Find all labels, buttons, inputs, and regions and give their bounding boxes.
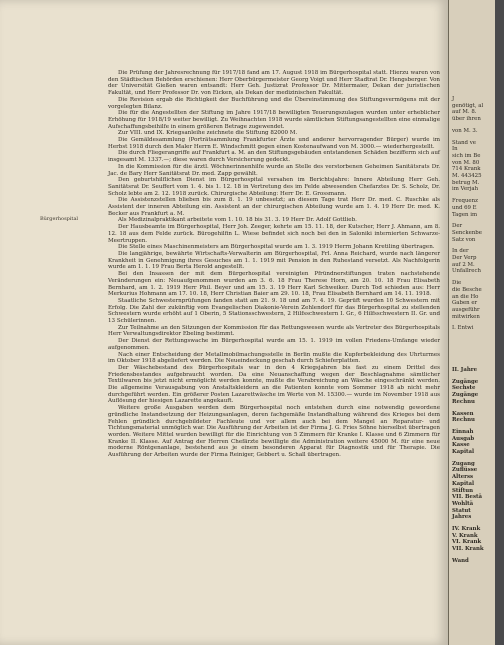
right-page-fragment: Stand ve (452, 139, 476, 146)
paragraph: Die Assistenzstellen blieben bis zum 8. 1. 19 unbesetzt; an diesem Tage trat Herr Dr. med. C. Ruschke als Assistent der inneren Abteilung ein. Assistent an der chirurgischen Abteilung wurde am 1. 4. 19 Herr Dr. med. K. Becker aus Frankfurt a. M. (108, 197, 440, 217)
right-page-fragment: auf M. 8. (452, 109, 477, 116)
right-page-fragment: VI. Krank (452, 539, 482, 546)
body-text (108, 70, 440, 459)
right-page-fragment: II. Jahre (452, 367, 478, 373)
paragraph: Der Dienst der Rettungswache im Bürgerhospital wurde am 15. 1. 1919 im vollen Friedens-Umfange wieder aufgenommen. (108, 338, 440, 351)
right-page-fragment: Jahres (452, 514, 472, 521)
right-page-fragment: die Besche (452, 286, 482, 293)
right-page-fragment: Zugänge (452, 392, 479, 399)
right-page-fragment: von M. 3. (452, 127, 478, 134)
paragraph: Weitere große Ausgaben werden dem Bürgerhospital noch entstehen durch eine notwendig gewordene gründliche Instandsetzung der Heizungsanlagen, deren fachgemäße Instandhaltung während des Krieges bei dem Fehlen gründlich durchgebildeter Fachleute und vor allem auch bei dem Mangel an Reparatur- und Tichtungsmaterial unmöglich war. Die Ausführung der Arbeiten ist der Firma J. G. Fries Söhne hierselbst übertragen worden. Weitere Mittel wurden bewilligt für die Einrichtung von 5 Zimmern für Kranke I. Klasse und 6 Zimmern für Kranke II. Klasse. Auf Antrag der Herren Chefärzte bewilligte die Administration weitere 45000 M. für eine neue moderne Röntgenanlage, bestehend aus je einem besonderen Apparat für Diagnostik und für Therapie. Die Ausführung der Arbeiten wurde der Firma Reiniger, Gebbert u. Schall übertragen. (108, 405, 440, 459)
right-page-fragment: I. Entwi (452, 325, 474, 332)
right-page-fragment: Einnah (452, 428, 474, 435)
right-page-fragment: im Verjah (452, 186, 479, 193)
right-page-fragment: Satz von (452, 236, 476, 243)
right-page-fragment: Tagen im (452, 211, 478, 218)
right-page-fragment: Kasse (452, 442, 470, 449)
right-page-edge (448, 0, 504, 645)
paragraph: Die für die Angestellten der Stiftung im Jahre 1917/18 bewilligten Teuerungszulagen wurden unter erheblicher Erhöhung für 1918/19 weiter bewilligt. Zu Weihnachten 1918 wurde sämtlichen Stiftungsangestellten eine einmalige Aufschaffungsbeihilfe in einem größeren Betrage zugewendet. (108, 110, 440, 130)
right-page-fragment: sich im Be (452, 152, 481, 159)
right-page-fragment: Frequenz (452, 198, 478, 205)
right-page-fragment: Zuflüsse (452, 467, 478, 474)
paragraph: In die Kommission für die ärztl. Wöchnerinnenhilfe wurde an Stelle des verstorbenen Geheimen Sanitätsrats Dr. Jac. de Bary Herr Sanitätsrat Dr. med. Zapp gewählt. (108, 163, 440, 177)
right-page-fragment: VII. Bestä (452, 494, 482, 501)
paragraph: Die Prüfung der Jahresrechnung für 1917/18 fand am 17. August 1918 im Bürgerhospital statt. Hierzu waren von den Städtischen Behörden erschienen: Herr Oberbürgermeister Georg Voigt und Herr Stadtrat Dr. Hengsberger. Von der Universität Gießen waren entsandt: Herr Geh. Justizrat Professor Dr. Mittermaier, Dekan der juristischen Fakultät, und Herr Professor Dr. von Eicken, als Dekan der medizinischen Fakultät. (108, 70, 440, 97)
paragraph: Der Wäschebestand des Bürgerhospitals war in den 4 Kriegsjahren bis fast zu einem Drittel des Friedensbestandes aufgebraucht worden. Da eine Neuanschaffung wegen der Beschlagnahme sämtlicher Textilwaren bis jetzt nicht ermöglicht werden konnte, mußte die Verabreichung an Wäsche eingeschränkt werden. Die allgemeine Verausgabung von Anstaltskleidern an die Patienten konnte vom Sommer 1918 ab nicht mehr durchgeführt werden. Ein größerer Posten Lazarettwäsche im Werte von M. 15300.— wurde im November 1918 aus Auflösung der hiesigen Lazarette angekauft. (108, 364, 440, 405)
right-page-fragment: In der (452, 248, 469, 255)
right-page-fragment: Der (452, 223, 463, 230)
right-page-fragment: Kapital (452, 480, 475, 487)
right-page-fragment: Gaben er (452, 300, 478, 307)
paragraph: Den geburtshilflichen Dienst im Bürgerhospital versahen im Berichtsjahre: Innere Abteilung Herr Geh. Sanitätsrat Dr. Seuffert vom 1. 4. bis 1. 12. 18 in Vertretung des im Felde abwesenden Chefarztes Dr. S. Scholz, Dr. Scholz lebte am 2. 12. 1918 zurück. Chirurgische Abteilung: Herr Dr. E. Grossmann. (108, 177, 440, 197)
right-page-fragment: Ausgab (452, 435, 475, 442)
right-page-fragment: Sechste (452, 385, 476, 392)
right-page-fragment: Der Verp (452, 255, 477, 261)
right-page-fragment: Zugang (452, 460, 475, 467)
right-page-fragment: Die (452, 280, 462, 287)
right-page-fragment: V. Krank (452, 532, 478, 539)
right-page-fragment: Statut (452, 507, 471, 514)
paragraph: Die Gemäldesammlung (Porträtsammlung Frankfurter Ärzte und anderer hervorragender Bürger) wurde im Herbst 1918 durch den Maler Herrn E. Windschmitt gegen einen Kostenaufwand von M. 3000.— wiederhergestellt. (108, 137, 440, 150)
paragraph: Die langjährige, bewährte Wirtschafts-Verwalterin am Bürgerhospital, Frl. Anna Reichard, wurde nach längerer Krankheit in Genehmigung ihres Gesuches am 1. 1. 1919 mit Pension in den Ruhestand versetzt. Als Nachfolgerin wurde am 1. 1. 19 Frau Berta Herold angestellt. (108, 250, 440, 271)
right-page-fragment: ausgeführ (452, 306, 480, 313)
paragraph: Nach einer Entscheidung der Metallmobilmachungsstelle in Berlin mußte die Kupferbekleidung des Uhrturmes im Oktober 1918 abgeliefert werden. Die Neueindeckung geschah durch Schieferplatten. (108, 351, 440, 365)
right-page-fragment: In (452, 146, 458, 153)
binding-edge (495, 0, 504, 645)
right-page-fragment: und 69 E (452, 204, 477, 211)
right-page-fragment: Wohltä (452, 500, 474, 507)
right-page-fragment: Kassen (452, 410, 474, 417)
right-page-fragment: mitwirken (452, 313, 480, 320)
right-page-fragment: Rechnu (452, 417, 475, 424)
paragraph: Als Medizinalpraktikant arbeitete vom 1. 10. 18 bis 31. 3. 19 Herr Dr. Adolf Gottlieb. (118, 217, 357, 224)
right-page-fragment: genötigt, al (452, 102, 484, 109)
paragraph: Zur Teilnahme an den Sitzungen der Kommission für das Rettungswesen wurde als Vertreter des Bürgerhospitals Herr Verwaltungsdirektor Ebeling bestimmt. (108, 324, 440, 338)
right-page-fragment: VII. Krank (452, 546, 484, 553)
right-page-fragment: Alterss (452, 474, 474, 481)
right-page-fragment: J (452, 96, 455, 102)
right-page-fragment: Rechnu (452, 398, 475, 405)
right-page-fragment: Unfallrech (452, 268, 481, 275)
right-page-fragment: 714 Krank (452, 166, 481, 173)
paragraph: Der Hausbeamte im Bürgerhospital, Herr Joh. Zeeger, kehrte am 15. 11. 18, der Kutscher, Herr J. Ahmann, am 8. 12. 18 aus dem Felde zurück. Bürogehilfin L. Wiese befindet sich noch bei den in Saloniki internierten Schwarze-Meertruppen. (108, 224, 440, 244)
right-page-fragment: Zugänge (452, 378, 479, 385)
right-page-fragment: Senckenbe (452, 229, 482, 236)
right-page-fragment: Wand (452, 557, 469, 564)
right-page-fragment: betrug M. (452, 179, 480, 186)
right-page-fragment: an die Ho (452, 293, 479, 300)
right-page-fragment: über ihren (452, 116, 481, 123)
paragraph: Die Revision ergab die Richtigkeit der Buchführung und die Übereinstimmung des Stiftungsvermögens mit der vorgelegten Bilanz. (108, 96, 440, 110)
right-page-fragment: von M. 80 (452, 159, 480, 166)
right-page-fragment: M. 443425 (452, 173, 482, 179)
right-page-fragment: IV. Krank (452, 526, 481, 532)
right-page-fragment: auf 2 M. (452, 261, 475, 268)
paragraph: Zur VIII. und IX. Kriegsanleihe zeichnete die Stiftung 82000 M. (118, 130, 298, 137)
margin-note: Bürgerhospital (40, 216, 79, 222)
right-page-fragment: Kapital (452, 449, 475, 455)
paragraph: Die Stelle eines Maschinenmeisters am Bürgerhospital wurde am 1. 3. 1919 Herrn Johann Kretiling übertragen. (118, 244, 435, 251)
right-page-fragment: Stiftun (452, 487, 474, 494)
paragraph: Staatliche Schwesternprüfungen fanden statt am 21. 9. 18 und am 7. 4. 19. Geprüft wurden 10 Schwestern mit Erfolg. Die Zahl der zukünftig vom Evangelischen Diakonie-Verein Zehlendorf für das Bürgerhospital zu stellenden Schwestern wurde erhöht auf 1 Oberin, 5 Stationsschwestern, 2 Hilfsschwestern I. Gr., 6 Hilfsschwestern II. Gr. und 13 Schülerinnen. (108, 297, 440, 325)
paragraph: Die durch Fliegerangriffe auf Frankfurt a. M. an den Stiftungsgebäuden entstandenen Schäden bezifferm sich auf insgesamt M. 1337.—; diese waren durch Versicherung gedeckt. (108, 150, 440, 164)
paragraph: Bei den Insassen der mit dem Bürgerhospital vereinigten Pfründnerstiftungen traten nachstehende Veränderungen ein: Neuaufgenommen wurden am 3. 6. 18 Frau Therese Horn, am 20. 10. 18 Frau Elisabeth Bernhard, am 1. 2. 1919 Herr Phil. Beyer und am 15. 3. 19 Herr Karl Schweiker. Durch Tod schieden aus: Herr Merkurius Hohmann am 17. 10. 18, Herr Christian Baier am 29. 10. 18, Frau Elisabeth Bernhard am 14. 11. 1918. (108, 271, 440, 298)
